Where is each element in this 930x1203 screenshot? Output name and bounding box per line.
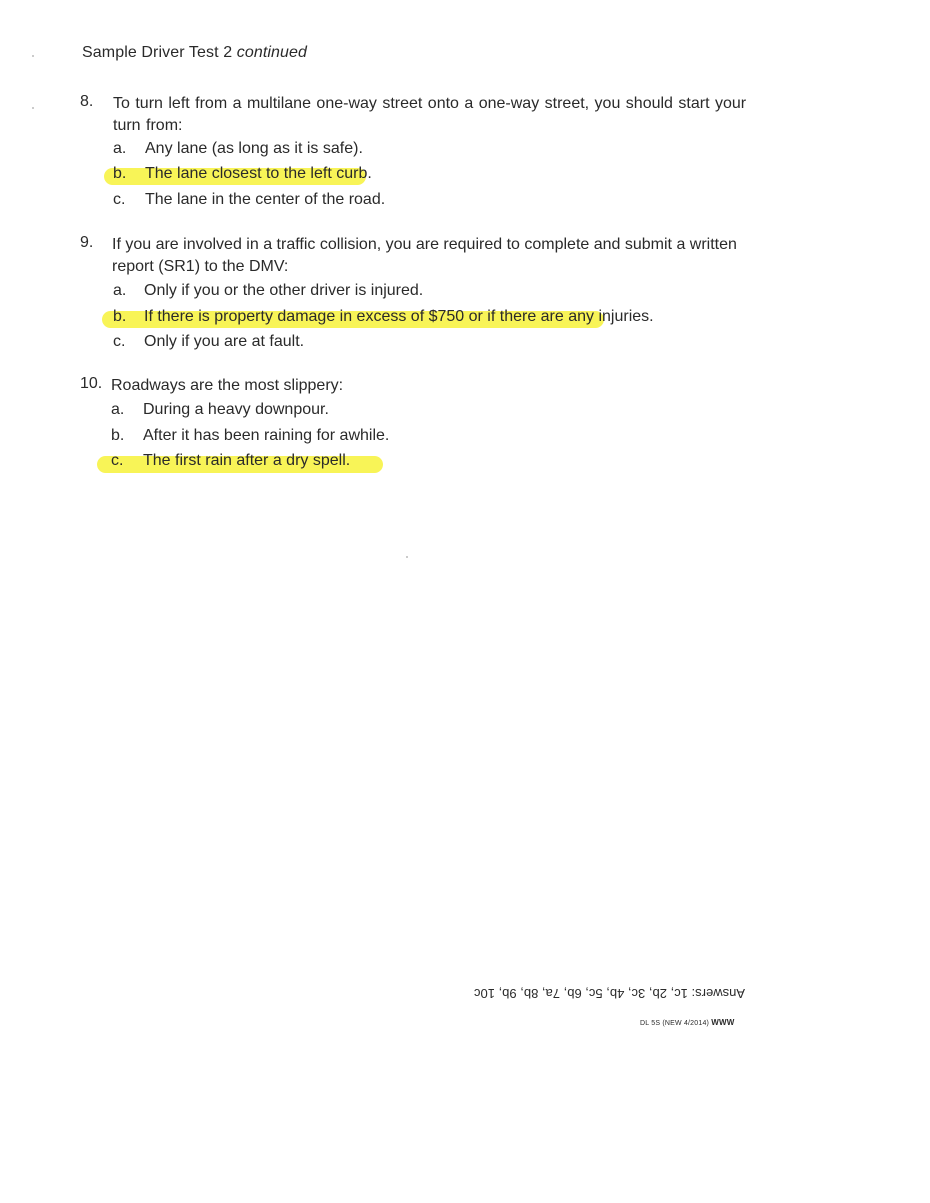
scan-speck	[32, 55, 34, 57]
answer-option-c	[0, 333, 930, 355]
page-title: Sample Driver Test 2	[82, 44, 233, 61]
question-number: 8.	[80, 93, 94, 110]
page-header	[82, 44, 307, 62]
question-text: Roadways are the most slippery:	[111, 377, 344, 394]
answer-option-b	[0, 427, 930, 449]
option-letter: c.	[111, 452, 124, 469]
answer-key-upside-down: Answers: 1c, 2b, 3c, 4b, 5c, 6b, 7a, 8b, 9b, 10c	[474, 986, 745, 1001]
option-text: During a heavy downpour.	[143, 401, 329, 418]
answer-option-c	[0, 191, 930, 213]
option-letter: c.	[113, 333, 126, 350]
question-number: 9.	[80, 234, 94, 251]
option-text: If there is property damage in excess of $750 or if there are any injuries.	[144, 308, 654, 325]
answer-option-a	[0, 282, 930, 304]
option-letter: b.	[111, 427, 125, 444]
question-text: If you are involved in a traffic collision, you are required to complete and submit a written report (SR1) to the DMV:	[112, 236, 737, 275]
option-letter: a.	[111, 401, 125, 418]
option-text: The lane closest to the left curb.	[145, 165, 372, 182]
option-letter: a.	[113, 282, 127, 299]
answer-option-b	[0, 165, 930, 187]
option-text: Any lane (as long as it is safe).	[145, 140, 363, 157]
form-number	[640, 1018, 735, 1027]
option-text: Only if you or the other driver is injured.	[144, 282, 424, 299]
option-text: After it has been raining for awhile.	[143, 427, 390, 444]
option-text: The first rain after a dry spell.	[143, 452, 351, 469]
answer-option-a	[0, 401, 930, 423]
scan-speck	[32, 107, 34, 109]
option-letter: c.	[113, 191, 126, 208]
question-text: To turn left from a multilane one-way street onto a one-way street, you should start your turn from:	[113, 95, 747, 134]
option-letter: b.	[113, 308, 127, 325]
form-number-text: DL 5S (NEW 4/2014)	[640, 1020, 710, 1027]
option-letter: a.	[113, 140, 127, 157]
scan-speck	[406, 556, 408, 558]
answer-option-a	[0, 140, 930, 162]
option-text: The lane in the center of the road.	[145, 191, 386, 208]
form-suffix: WWW	[711, 1018, 735, 1027]
answer-option-c	[0, 452, 930, 474]
continued-label: continued	[236, 44, 308, 61]
question-number: 10.	[80, 375, 103, 392]
answer-option-b	[0, 308, 930, 330]
option-text: Only if you are at fault.	[144, 333, 305, 350]
option-letter: b.	[113, 165, 127, 182]
